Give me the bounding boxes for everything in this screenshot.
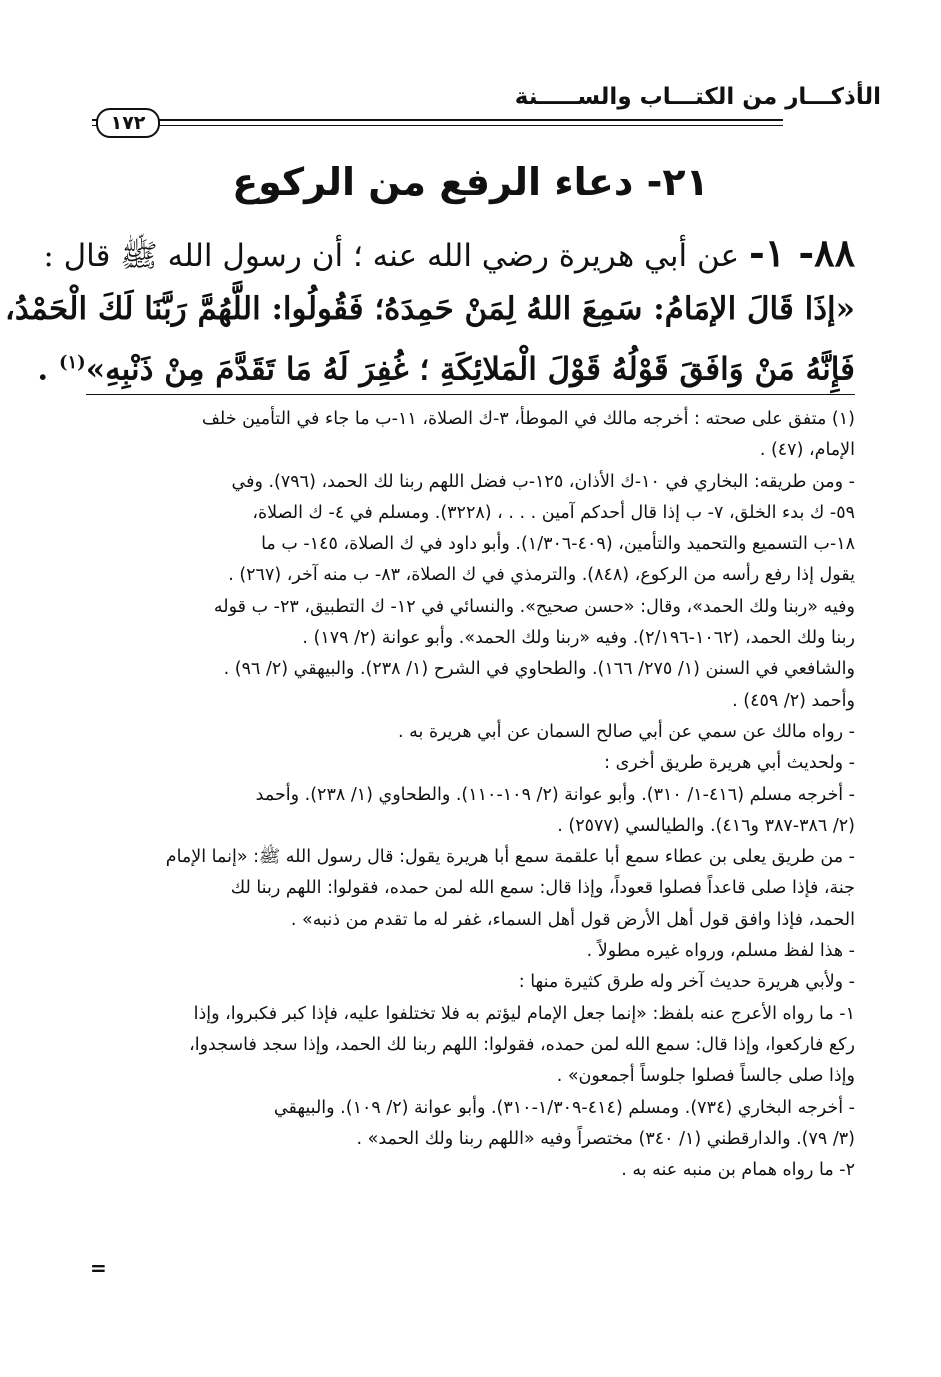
footnote-reference[interactable]: (١): [58, 352, 86, 373]
footnote-line: وأحمد (٢/ ٤٥٩) .: [732, 690, 855, 711]
hadith-number: ٨٨- ١-: [748, 230, 855, 275]
hadith-quote-line-1: «إذَا قَالَ الإمَامُ: سَمِعَ اللهُ لِمَنْ حَمِدَهُ؛ فَقُولُوا: اللَّهُمَّ رَبَّنَا لَكَ الْحَمْدُ،: [4, 291, 855, 327]
header-rule: [92, 119, 783, 126]
hadith-line-3: [37, 336, 855, 396]
hadith-text: [4, 226, 855, 396]
footnote-line: - ومن طريقه: البخاري في ١٠-ك الأذان، ١٢٥-ب فضل اللهم ربنا لك الحمد، (٧٩٦). وفي: [231, 471, 855, 492]
footnote-line: - هذا لفظ مسلم، ورواه غيره مطولاً .: [586, 941, 855, 962]
footnote-line: ٥٩- ك بدء الخلق، ٧- ب إذا قال أحدكم آمين . . . ، (٣٢٢٨). ومسلم في ٤- ك الصلاة،: [252, 502, 855, 523]
footnote-line: - رواه مالك عن سمي عن أبي صالح السمان عن أبي هريرة به .: [398, 721, 855, 742]
page-number: ١٧٢: [96, 108, 160, 138]
footnote-line: وفيه «ربنا ولك الحمد»، وقال: «حسن صحيح». والنسائي في ١٢- ك التطبيق، ٢٣- ب قوله: [213, 596, 855, 617]
footnote-line: - ولحديث أبي هريرة طريق أخرى :: [604, 753, 855, 774]
hadith-end: .: [37, 351, 49, 388]
footnote-line: - أخرجه البخاري (٧٣٤). ومسلم (٤١٤-١/٣٠٩-٣١٠). وأبو عوانة (٢/ ١٠٩). والبيهقي: [273, 1097, 855, 1118]
hadith-quote-line-2: فَإِنَّهُ مَنْ وَافَقَ قَوْلُهُ قَوْلَ الْمَلائِكَةِ ؛ غُفِرَ لَهُ مَا تَقَدَّمَ مِنْ ذَنْبِهِ»: [85, 351, 855, 388]
footnote-line: والشافعي في السنن (١/ ٢٧٥/ ١٦٦). والطحاوي في الشرح (١/ ٢٣٨). والبيهقي (٢/ ٩٦) .: [223, 659, 855, 680]
footnote-line: - ولأبي هريرة حديث آخر وله طرق كثيرة منها :: [518, 972, 855, 993]
footnote-line: ١٨-ب التسميع والتحميد والتأمين، (٤٠٩-١/٣٠٦). وأبو داود في ك الصلاة، ١٤٥- ب ما: [261, 534, 855, 555]
footnote-line: (٢/ ٣٨٦-٣٨٧ و٤١٦). والطيالسي (٢٥٧٧) .: [557, 815, 855, 836]
footnote-line: وإذا صلى جالساً فصلوا جلوساً أجمعون» .: [556, 1066, 855, 1087]
running-header: الأذكـــار من الكتـــاب والســـــنة: [514, 84, 881, 110]
footnote-line: يقول إذا رفع رأسه من الركوع، (٨٤٨). والترمذي في ك الصلاة، ٨٣- ب منه آخر، (٢٦٧) .: [228, 565, 855, 586]
footnote-line: - من طريق يعلى بن عطاء سمع أبا علقمة سمع أبا هريرة يقول: قال رسول الله ﷺ: «إنما الإمام: [165, 847, 855, 868]
footnote-line: (٣/ ٧٩). والدارقطني (١/ ٣٤٠) مختصراً وفيه «اللهم ربنا ولك الحمد» .: [356, 1128, 855, 1149]
chapter-heading: ٢١- دعاء الرفع من الركوع: [232, 160, 709, 204]
footnote-line: جنة، فإذا صلى قاعداً فصلوا قعوداً، وإذا قال: سمع الله لمن حمده، فقولوا: اللهم ربنا لك: [230, 878, 855, 899]
footnote-line: ربنا ولك الحمد، (١٠٦٢-٢/١٩٦). وفيه «ربنا ولك الحمد». وأبو عوانة (٢/ ١٧٩) .: [302, 628, 855, 649]
footnote-line: ركع فاركعوا، وإذا قال: سمع الله لمن حمده، فقولوا: اللهم ربنا لك الحمد، وإذا سجد فاسجدوا،: [189, 1034, 855, 1055]
footnote-separator: [86, 394, 855, 395]
footnote-line: (١) متفق على صحته : أخرجه مالك في الموطأ، ٣-ك الصلاة، ١١-ب ما جاء في التأمين خلف: [201, 409, 855, 429]
hadith-line-1: [43, 226, 855, 283]
footnote-line: ١- ما رواه الأعرج عنه بلفظ: «إنما جعل الإمام ليؤتم به فلا تختلفوا عليه، فإذا كبر فكبروا، وإذا: [193, 1003, 855, 1024]
footnote-line: الإمام، (٤٧) .: [759, 440, 855, 461]
footnote-line: ٢- ما رواه همام بن منبه عنه به .: [621, 1160, 855, 1181]
footnote-line: الحمد، فإذا وافق قول أهل الأرض قول أهل السماء، غفر له ما تقدم من ذنبه» .: [290, 909, 855, 930]
footnotes: [86, 404, 855, 1186]
footnote-line: - أخرجه مسلم (٤١٦-١/ ٣١٠). وأبو عوانة (٢/ ١٠٩-١١٠). والطحاوي (١/ ٢٣٨). وأحمد: [255, 784, 855, 805]
continuation-mark: =: [90, 1256, 107, 1280]
hadith-intro: عن أبي هريرة رضي الله عنه ؛ أن رسول الله ﷺ قال :: [43, 238, 740, 274]
